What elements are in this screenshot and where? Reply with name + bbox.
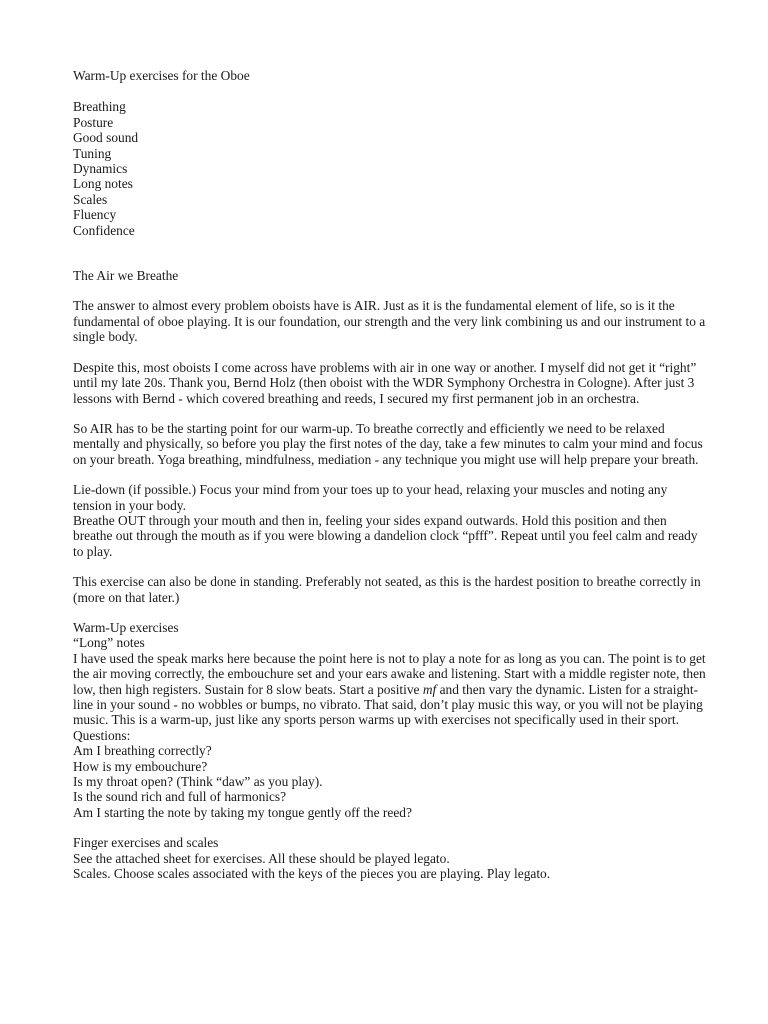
question-item: Am I breathing correctly? [73, 743, 212, 759]
topic-item: Dynamics [73, 161, 128, 177]
paragraph: This exercise can also be done in standing. Preferably not seated, as this is the hardest position to breathe correctly in (more on that later.) [73, 574, 701, 605]
question-item: Is my throat open? (Think “daw” as you play). [73, 774, 323, 790]
section-heading-warmup: Warm-Up exercises [73, 619, 179, 635]
topic-item: Scales [73, 191, 108, 207]
paragraph: The answer to almost every problem oboists have is AIR. Just as it is the fundamental element of life, so is it the fundamental of oboe playing. It is our foundation, our strength and the very link combining us and our instrument to a single body. [73, 298, 706, 345]
paragraph: Breathe OUT through your mouth and then in, feeling your sides expand outwards. Hold this position and then breathe out through the mouth as if you were blowing a dandelion clock “pfff”. Repeat until you feel calm and ready to play. [73, 512, 698, 559]
paragraph: Despite this, most oboists I come across have problems with air in one way or another. I myself did not get it “right” until my late 20s. Thank you, Bernd Holz (then oboist with the WDR Symphony Orchestra in Cologne). After just 3 lessons with Bernd - which covered breathing and reeds, I secured my first permanent job in an orchestra. [73, 359, 697, 406]
topic-item: Posture [73, 114, 114, 130]
topic-item: Breathing [73, 99, 126, 115]
topic-item: Fluency [73, 207, 117, 223]
body-text: I have used the speak marks here because the point here is not to play a note for as long as you can. The point is to get the air moving correctly, the embouchure set and your ears awake and listening. Start with a middle register note, then low, then high registers. Sustain for 8 slow beats. Start a positive [73, 650, 706, 697]
questions-label: Questions: [73, 727, 131, 743]
subheading-long-notes: “Long” notes [73, 635, 145, 651]
topic-list [73, 99, 708, 238]
section-heading-finger: Finger exercises and scales [73, 835, 219, 851]
body-line: Scales. Choose scales associated with the keys of the pieces you are playing. Play legato. [73, 866, 551, 882]
topic-item: Long notes [73, 176, 133, 192]
paragraph: So AIR has to be the starting point for our warm-up. To breathe correctly and efficiently we need to be relaxed mentally and physically, so before you play the first notes of the day, take a few minutes to calm your mind and focus on your breath. Yoga breathing, mindfulness, mediation - any technique you might use will help prepare your breath. [73, 420, 703, 467]
paragraph [73, 651, 708, 728]
dynamic-marking: mf [422, 681, 437, 697]
question-item: Is the sound rich and full of harmonics? [73, 789, 287, 805]
finger-exercises-section [73, 835, 708, 881]
warm-up-section [73, 620, 708, 820]
topic-item: Confidence [73, 222, 135, 238]
body-line: See the attached sheet for exercises. All these should be played legato. [73, 850, 450, 866]
topic-item: Tuning [73, 145, 112, 161]
paragraph: Lie-down (if possible.) Focus your mind from your toes up to your head, relaxing your muscles and noting any tension in your body. [73, 482, 668, 513]
section-heading-air: The Air we Breathe [73, 268, 179, 284]
question-item: Am I starting the note by taking my tongue gently off the reed? [73, 804, 412, 820]
document-title: Warm-Up exercises for the Oboe [73, 68, 250, 83]
topic-item: Good sound [73, 130, 139, 146]
body-text: and then vary the dynamic. Listen for a straight-line in your sound - no wobbles or bumps, no vibrato. That said, don’t play music this way, or you will not be playing music. This is a warm-up, just like any sports person warms up with exercises not specifically used in their sport. [73, 681, 703, 728]
question-item: How is my embouchure? [73, 758, 208, 774]
